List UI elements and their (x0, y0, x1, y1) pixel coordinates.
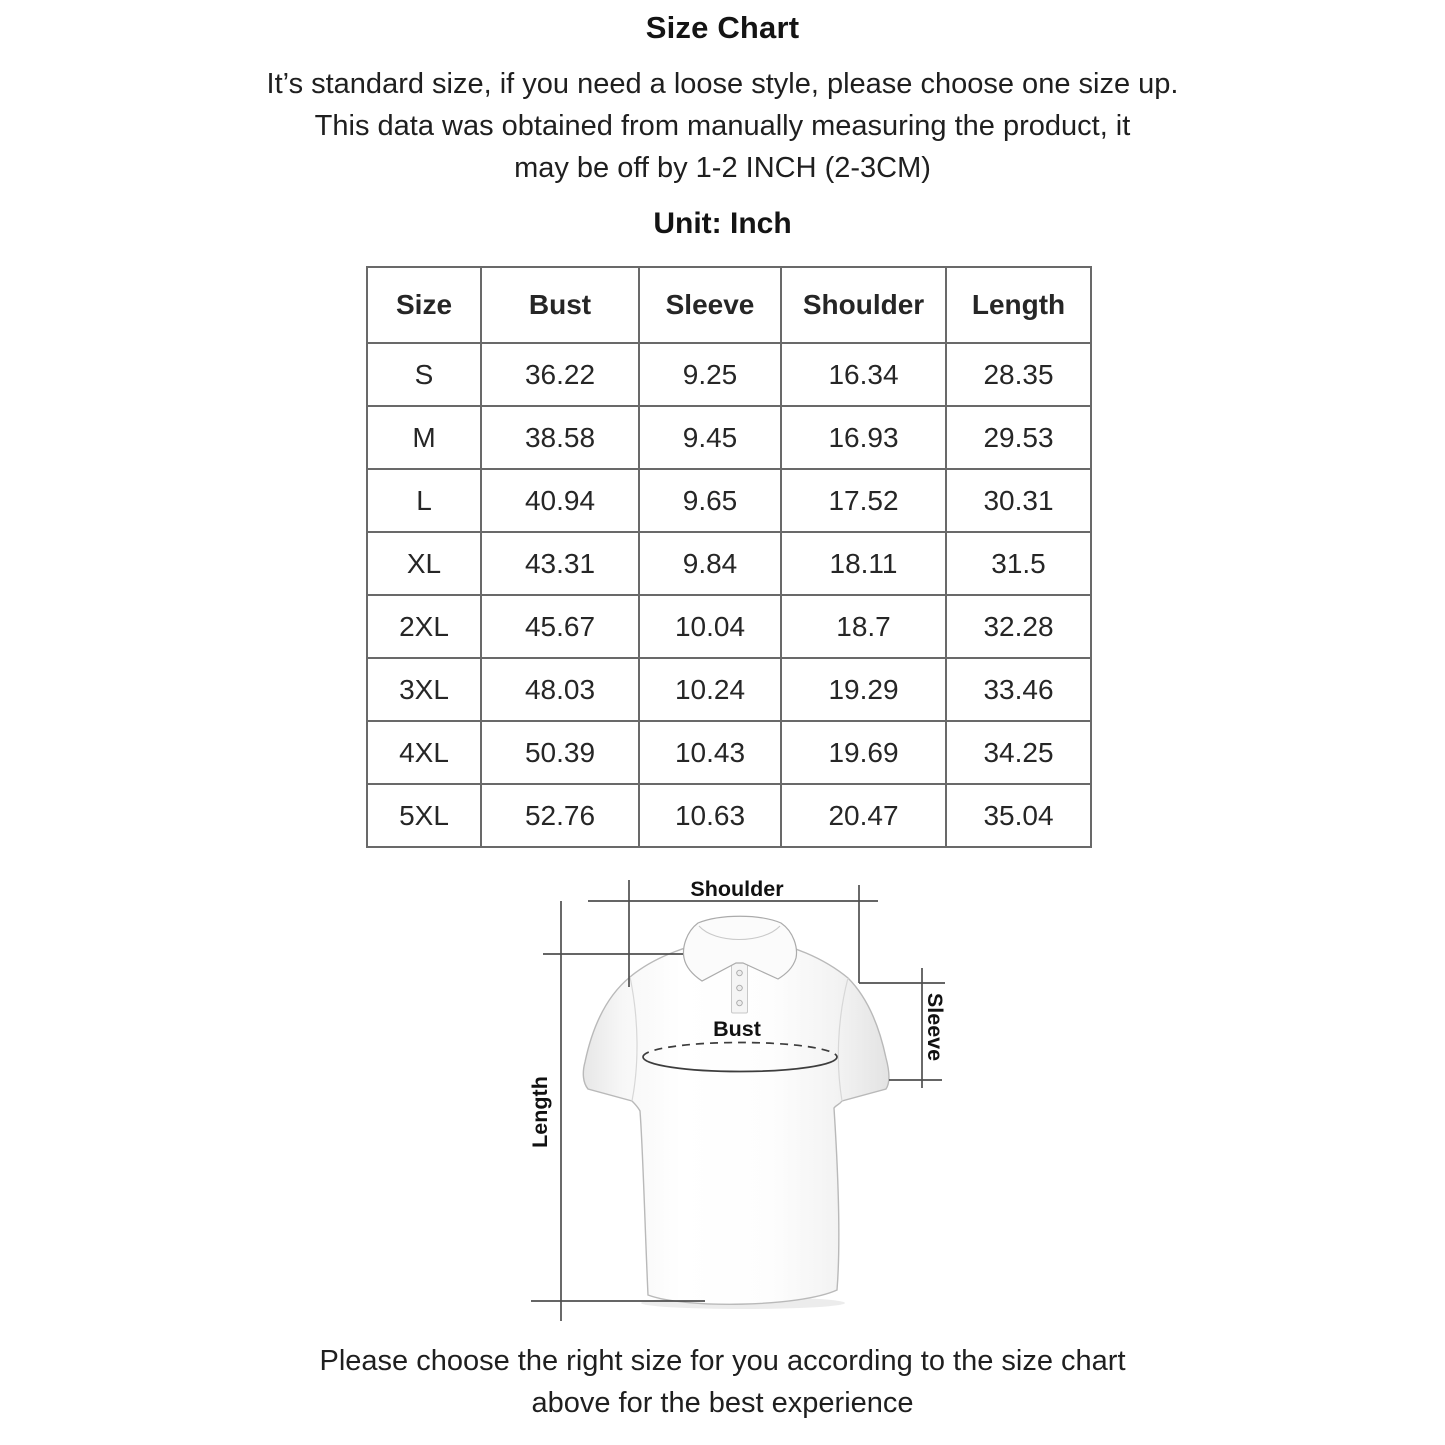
measurement-cell: 9.84 (639, 532, 781, 595)
measurement-cell: 36.22 (481, 343, 639, 406)
description-line: may be off by 1-2 INCH (2-3CM) (514, 152, 931, 184)
measurement-cell: 17.52 (781, 469, 946, 532)
measurement-cell: 18.7 (781, 595, 946, 658)
description-line: It’s standard size, if you need a loose style, please choose one size up. (266, 68, 1179, 100)
size-table-body (367, 343, 1091, 847)
table-row (367, 721, 1091, 784)
description-line: This data was obtained from manually measuring the product, it (314, 110, 1131, 142)
measurement-cell: 50.39 (481, 721, 639, 784)
measurement-cell: 34.25 (946, 721, 1091, 784)
measurement-cell: 28.35 (946, 343, 1091, 406)
length-label: Length (528, 1076, 552, 1148)
size-cell: L (367, 469, 481, 532)
measurement-cell: 38.58 (481, 406, 639, 469)
table-row (367, 469, 1091, 532)
size-cell: 3XL (367, 658, 481, 721)
measurement-cell: 16.93 (781, 406, 946, 469)
size-cell: 4XL (367, 721, 481, 784)
table-row (367, 784, 1091, 847)
measurement-cell: 40.94 (481, 469, 639, 532)
size-table-header (367, 267, 1091, 343)
sleeve-label: Sleeve (923, 992, 947, 1062)
table-row (367, 343, 1091, 406)
button (737, 970, 743, 976)
button (737, 1000, 743, 1006)
size-cell: 5XL (367, 784, 481, 847)
shoulder-label: Shoulder (690, 877, 784, 901)
table-row (367, 595, 1091, 658)
column-header-bust: Bust (481, 267, 639, 343)
measurement-cell: 32.28 (946, 595, 1091, 658)
measurement-cell: 16.34 (781, 343, 946, 406)
measurement-cell: 45.67 (481, 595, 639, 658)
measurement-cell: 10.24 (639, 658, 781, 721)
measurement-cell: 9.45 (639, 406, 781, 469)
column-header-size: Size (367, 267, 481, 343)
measurement-cell: 9.25 (639, 343, 781, 406)
footer-note (0, 1340, 1445, 1424)
column-header-shoulder: Shoulder (781, 267, 946, 343)
measurement-cell: 10.04 (639, 595, 781, 658)
table-row (367, 406, 1091, 469)
table-row (367, 658, 1091, 721)
measurement-cell: 19.29 (781, 658, 946, 721)
measurement-cell: 52.76 (481, 784, 639, 847)
size-cell: M (367, 406, 481, 469)
column-header-length: Length (946, 267, 1091, 343)
size-table (366, 266, 1092, 848)
measurement-cell: 10.43 (639, 721, 781, 784)
size-cell: 2XL (367, 595, 481, 658)
measurement-cell: 19.69 (781, 721, 946, 784)
unit-label: Unit: Inch (653, 207, 792, 240)
footer-line: Please choose the right size for you according to the size chart (319, 1345, 1126, 1377)
measurement-cell: 33.46 (946, 658, 1091, 721)
header-row (367, 267, 1091, 343)
measurement-cell: 48.03 (481, 658, 639, 721)
measurement-cell: 10.63 (639, 784, 781, 847)
page-title: Size Chart (645, 10, 800, 45)
measurement-cell: 29.53 (946, 406, 1091, 469)
column-header-sleeve: Sleeve (639, 267, 781, 343)
size-cell: XL (367, 532, 481, 595)
footer-line: above for the best experience (531, 1387, 914, 1419)
measurement-cell: 20.47 (781, 784, 946, 847)
shirt-measurement-diagram (500, 860, 980, 1340)
button (737, 985, 743, 991)
table-row (367, 532, 1091, 595)
size-description (0, 63, 1445, 189)
measurement-cell: 35.04 (946, 784, 1091, 847)
size-cell: S (367, 343, 481, 406)
measurement-cell: 31.5 (946, 532, 1091, 595)
bust-label: Bust (713, 1017, 761, 1041)
measurement-cell: 43.31 (481, 532, 639, 595)
measurement-cell: 18.11 (781, 532, 946, 595)
measurement-cell: 30.31 (946, 469, 1091, 532)
measurement-cell: 9.65 (639, 469, 781, 532)
